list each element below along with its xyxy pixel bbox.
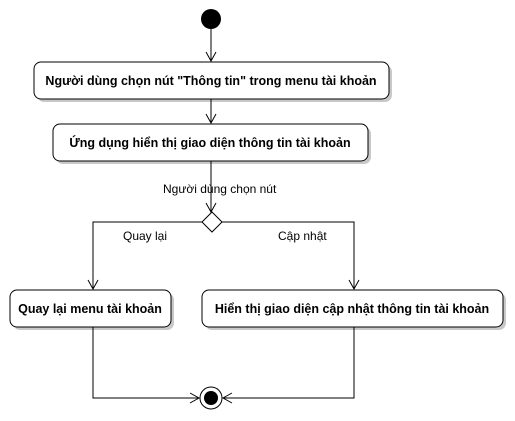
final-node: [200, 387, 222, 409]
action-node-update: [202, 290, 506, 330]
action-node-step1: [34, 62, 392, 102]
edge-label-update: Cập nhật: [278, 229, 327, 243]
edge-label-back: Quay lại: [123, 229, 168, 243]
decision-node: [202, 212, 222, 232]
action-label-step2: Ứng dụng hiển thị giao diện thông tin tài khoản: [69, 136, 351, 150]
edge-update-to-end: [223, 327, 354, 398]
action-label-back: Quay lại menu tài khoản: [18, 302, 162, 316]
edge-back-to-end: [93, 327, 199, 398]
action-label-step1: Người dùng chọn nút "Thông tin" trong menu tài khoản: [45, 74, 377, 88]
action-label-update: Hiển thị giao diện cập nhật thông tin tài khoản: [214, 302, 490, 316]
edge-label-user-chooses: Người dùng chọn nút: [163, 182, 277, 196]
action-node-back: [10, 290, 174, 330]
action-node-step2: [53, 124, 371, 164]
initial-node: [201, 9, 221, 29]
